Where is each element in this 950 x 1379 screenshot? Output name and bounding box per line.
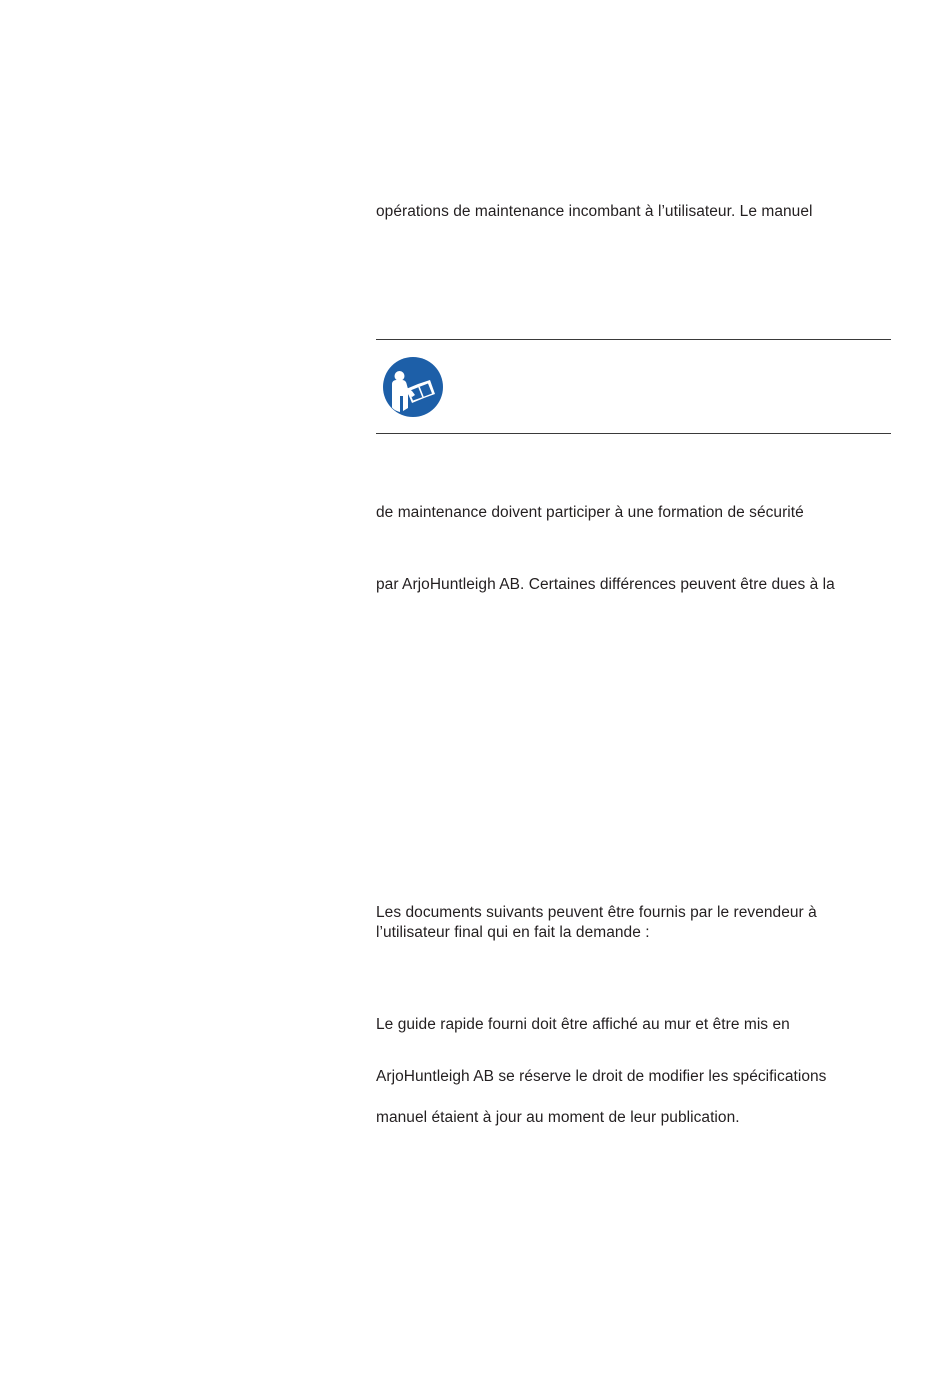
paragraph-text: manuel étaient à jour au moment de leur publication. (376, 1109, 740, 1126)
notice-bottom-divider (376, 433, 891, 434)
paragraph-text: de maintenance doivent participer à une formation de sécurité (376, 504, 804, 521)
paragraph-text: opérations de maintenance incombant à l’utilisateur. Le manuel (376, 203, 813, 220)
paragraph-text: l’utilisateur final qui en fait la demande : (376, 924, 650, 941)
paragraph-text: par ArjoHuntleigh AB. Certaines différences peuvent être dues à la (376, 576, 835, 593)
paragraph-text: Les documents suivants peuvent être fournis par le revendeur à (376, 904, 817, 921)
read-manual-icon (382, 356, 444, 418)
notice-top-divider (376, 339, 891, 340)
paragraph-text: ArjoHuntleigh AB se réserve le droit de modifier les spécifications (376, 1068, 827, 1085)
paragraph-text: Le guide rapide fourni doit être affiché au mur et être mis en (376, 1016, 790, 1033)
